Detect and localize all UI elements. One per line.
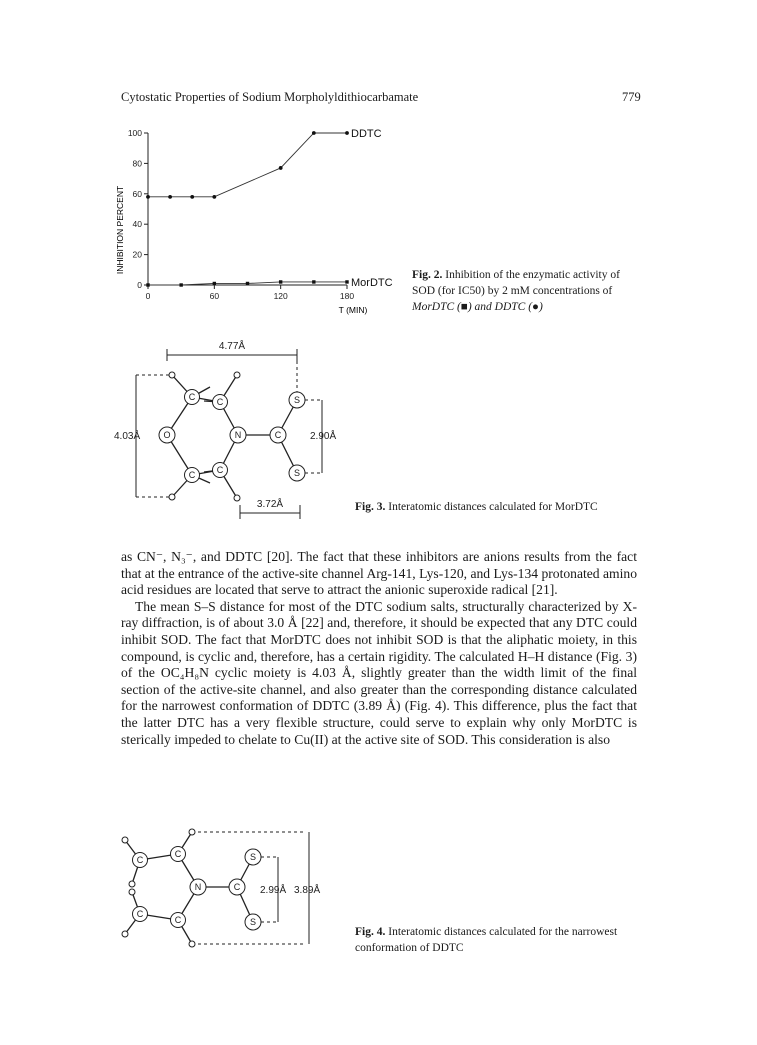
fig4-caption-line2: conformation of DDTC [355,942,464,954]
fig4-atom-c4: C [174,915,182,925]
running-title: Cytostatic Properties of Sodium Morpholyldithiocarbamate [121,90,419,104]
fig4-diagram [110,822,340,962]
chart-series [146,128,393,289]
fig4-atom-s1: S [249,852,257,862]
fig3-atom-n: N [234,430,242,440]
series-line-ddtc [148,133,347,197]
fig3-atom-c5: C [274,430,282,440]
data-point-ddtc [279,166,283,170]
x-tick-label: 120 [273,291,288,301]
fig4-distance-labels [260,883,320,896]
y-tick-label: 80 [132,158,142,169]
fig4-atom-s2: S [249,917,257,927]
data-point-ddtc [190,195,194,199]
fig3-dist-right: 2.90Å [310,431,337,442]
fig4-dist-outer: 3.89Å [294,885,321,896]
series-label-mordtc: MorDTC [351,276,393,289]
fig4-atom-labels [137,849,256,927]
y-tick-label: 40 [132,219,142,230]
fig3-atom-c3: C [188,470,196,480]
fig4-atom-c2: C [174,849,182,859]
chart-ticks [128,128,355,301]
fig4-atom-n: N [194,882,202,892]
data-point-mordtc [279,280,282,283]
chart-axes [148,133,347,285]
x-tick-label: 60 [209,291,220,301]
fig2-caption-line1: Inhibition of the enzymatic activity of [445,269,620,281]
body-paragraph-1: as CN⁻, N₃⁻, and DDTC [20]. The fact that these inhibitors are anions results from the fact that at the entrance of the active-site channel Arg-141, Lys-120, and Lys-134 protonated amino acid residues are located that serve to attract the anionic superoxide radical [21]. [121,549,637,598]
data-point-mordtc [146,283,149,286]
data-point-mordtc [345,280,348,283]
fig4-atom-c5: C [233,882,241,892]
fig3-diagram [110,335,350,525]
y-axis-label: INHIBITION PERCENT [115,185,125,275]
data-point-ddtc [345,131,349,135]
fig2-caption-line2: SOD (for IC50) by 2 mM concentrations of [412,285,613,297]
fig4-caption-line1: Interatomic distances calculated for the narrowest [388,926,618,938]
body-text [121,549,637,748]
fig2-caption-label: Fig. 2. [412,269,443,281]
fig3-dist-left: 4.03Å [114,431,141,442]
fig3-distance-labels [114,339,336,510]
fig3-atom-c4: C [216,465,224,475]
body-paragraph-2: The mean S–S distance for most of the DTC sodium salts, structurally characterized by X-ray diffraction, is of about 3.0 Å [22] and, therefore, it should be expected that any DTC could inhibit SOD. The fact that MorDTC does not inhibit SOD is that the aliphatic moiety, in this compound, is cyclic and, therefore, has a certain rigidity. The calculated H–H distance (Fig. 3) of the OC₄H₈N cyclic moiety is 4.03 Å, slightly greater than the width limit of the final section of the active-site channel, and also greater than the corresponding distance calculated for the narrowest conformation of DDTC (3.89 Å) (Fig. 4). This difference, plus the fact that the latter DTC has a very flexible structure, could serve to explain why only MorDTC is sterically impeded to chelate to Cu(II) at the active site of SOD. This consideration is also [121,598,637,747]
fig4-atom-c1: C [136,855,144,865]
fig4-caption [355,924,645,956]
fig3-atom-o: O [163,430,171,440]
x-axis-label: T (MIN) [338,305,368,315]
data-point-ddtc [312,131,316,135]
fig3-caption-label: Fig. 3. [355,501,386,513]
fig2-chart [110,120,410,320]
fig4-caption-label: Fig. 4. [355,926,386,938]
fig2-caption [412,267,642,315]
page-number: 779 [622,90,641,104]
fig3-atom-c1: C [188,392,196,402]
fig3-dist-top: 4.77Å [218,341,246,352]
data-point-ddtc [168,195,172,199]
data-point-ddtc [212,195,216,199]
y-tick-label: 100 [127,128,142,138]
x-tick-label: 180 [339,291,355,301]
y-tick-label: 60 [132,188,142,199]
y-tick-label: 20 [132,249,142,260]
data-point-mordtc [312,280,315,283]
fig3-caption [355,499,645,515]
fig3-atom-s1: S [293,395,301,405]
fig2-caption-line3: MorDTC (■) and DDTC (●) [412,301,543,313]
fig3-caption-text: Interatomic distances calculated for MorDTC [388,501,598,513]
fig3-atoms [159,372,305,501]
fig3-dist-bottom: 3.72Å [256,499,284,510]
fig4-atom-c3: C [136,909,144,919]
x-tick-label: 0 [145,291,151,301]
series-label-ddtc: DDTC [351,128,382,140]
data-point-mordtc [179,283,182,286]
data-point-ddtc [146,195,150,199]
data-point-mordtc [213,282,216,285]
y-tick-label: 0 [137,280,142,290]
fig3-atom-c2: C [216,397,224,407]
fig4-dist-inner: 2.99Å [260,885,287,896]
data-point-mordtc [246,282,249,285]
fig3-atom-s2: S [293,468,301,478]
